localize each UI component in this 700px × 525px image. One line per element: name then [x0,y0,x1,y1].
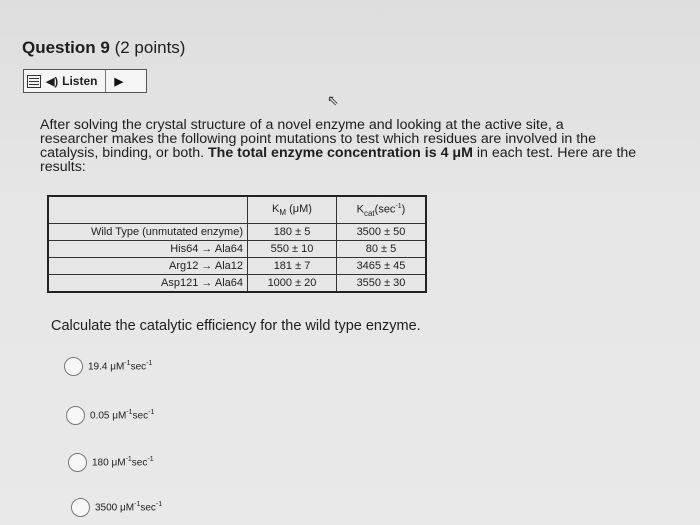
answer-option[interactable]: 0.05 $\mu M^{-1}\sec^{-1}$ [66,406,154,425]
speaker-icon: ◀) [46,75,59,88]
header-cell [48,196,248,224]
paragraph-line: results: [40,159,86,175]
table-row: His64 → Ala64 550 ± 10 80 ± 5 [48,241,426,258]
results-table [47,195,427,293]
listen-player[interactable] [23,69,147,93]
answer-option[interactable]: 19.4 $\mu M^{-1}\sec^{-1}$ [64,357,152,376]
table-row: Arg12 → Ala12 181 ± 7 3465 ± 45 [48,258,426,275]
question-points: (2 points) [114,38,186,57]
header-km: $K_M$ (μM) [248,196,337,224]
answer-option[interactable]: 180 $\mu M^{-1}\sec^{-1}$ [68,453,154,472]
paragraph-line: After solving the crystal structure of a novel enzyme and looking at the active site, a [40,117,564,133]
menu-icon[interactable] [27,75,41,88]
bold-concentration: The total enzyme concentration is 4 μM [208,145,473,161]
question-paragraph [40,118,685,174]
divider [105,70,106,92]
question-prompt: Calculate the catalytic efficiency for the wild type enzyme. [51,318,421,334]
radio-button[interactable] [64,357,83,376]
mouse-cursor-icon: ⇖ [327,92,339,108]
listen-label[interactable]: Listen [62,74,98,88]
table-row: Wild Type (unmutated enzyme) 180 ± 5 3500 ± 50 [48,224,426,241]
paragraph-line: catalysis, binding, or both. The total enzyme concentration is 4 μM in each test. Here are the [40,145,637,161]
question-title [22,38,185,58]
question-number: Question 9 [22,38,110,57]
radio-button[interactable] [68,453,87,472]
header-kcat: $K_{cat}(\sec^{-1})$ [337,196,427,224]
play-icon[interactable]: ▶ [114,75,123,88]
table-header-row [48,196,426,224]
radio-button[interactable] [66,406,85,425]
radio-button[interactable] [71,498,90,517]
answer-option[interactable]: 3500 $\mu M^{-1}\sec^{-1}$ [71,498,162,517]
paragraph-line: researcher makes the following point mutations to test which residues are involved in the [40,131,596,147]
table-row: Asp121 → Ala64 1000 ± 20 3550 ± 30 [48,275,426,293]
